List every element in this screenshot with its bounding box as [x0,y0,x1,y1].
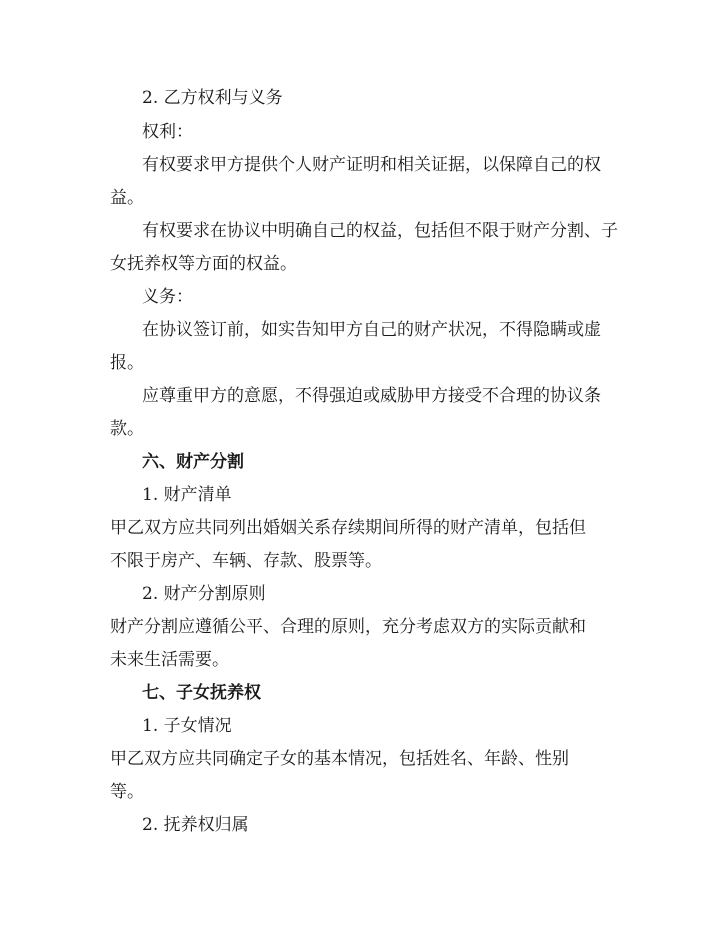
subsection-heading: 2. 财产分割原则 [142,584,266,604]
subsection-heading: 2. 抚养权归属 [142,815,249,835]
label-obligations: 义务： [142,287,193,307]
paragraph-line: 在协议签订前，如实告知甲方自己的财产状况，不得隐瞒或虚 [142,320,601,340]
label-rights: 权利： [142,122,193,142]
paragraph-line: 甲乙双方应共同列出婚姻关系存续期间所得的财产清单，包括但 [110,518,586,538]
paragraph-line: 有权要求甲方提供个人财产证明和相关证据，以保障自己的权 [142,155,601,175]
paragraph-line: 财产分割应遵循公平、合理的原则，充分考虑双方的实际贡献和 [110,617,586,637]
paragraph-line: 应尊重甲方的意愿，不得强迫或威胁甲方接受不合理的协议条 [142,386,601,406]
paragraph-line: 未来生活需要。 [110,650,229,670]
paragraph-line: 报。 [110,353,144,373]
subsection-heading: 2. 乙方权利与义务 [142,88,283,108]
paragraph-line: 有权要求在协议中明确自己的权益，包括但不限于财产分割、子 [142,221,618,241]
section-heading: 六、财产分割 [142,452,244,472]
paragraph-line: 益。 [110,188,144,208]
paragraph-line: 甲乙双方应共同确定子女的基本情况，包括姓名、年龄、性别 [110,749,569,769]
subsection-heading: 1. 子女情况 [142,716,232,736]
paragraph-line: 女抚养权等方面的权益。 [110,254,297,274]
paragraph-line: 不限于房产、车辆、存款、股票等。 [110,551,382,571]
subsection-heading: 1. 财产清单 [142,485,232,505]
paragraph-line: 等。 [110,782,144,802]
paragraph-line: 款。 [110,419,144,439]
section-heading: 七、子女抚养权 [142,683,261,703]
